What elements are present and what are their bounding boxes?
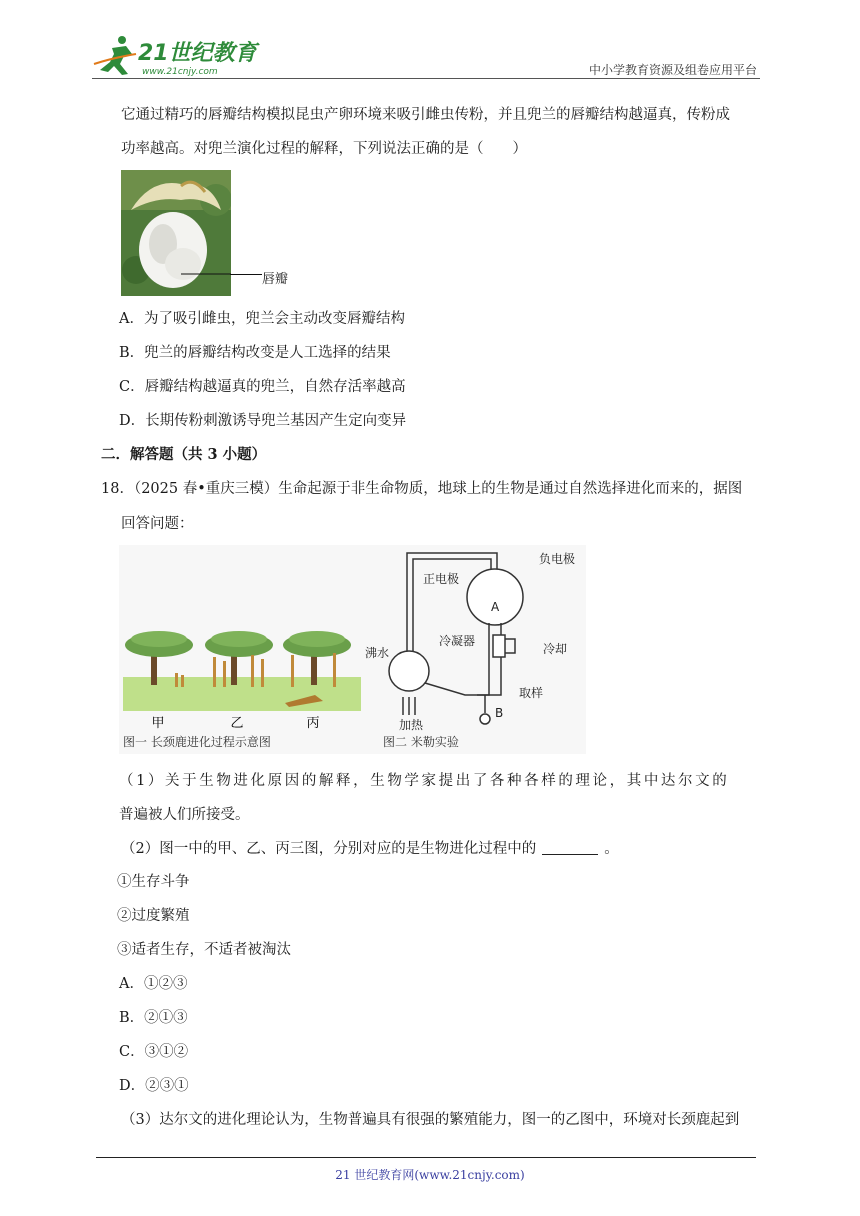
svg-text:21世纪教育: 21世纪教育 <box>138 41 257 66</box>
q18-sub1-line2: 普遍被人们所接受。 <box>119 807 250 823</box>
svg-text:正电极: 正电极 <box>423 572 460 586</box>
evolution-figure <box>119 545 586 754</box>
q18-sub3-line1: （3）达尔文的进化理论认为，生物普遍具有很强的繁殖能力，图一的乙图中，环境对长颈鹿起到 <box>121 1112 740 1128</box>
svg-text:图一 长颈鹿进化过程示意图: 图一 长颈鹿进化过程示意图 <box>123 735 271 749</box>
q17-stem-line1: 它通过精巧的唇瓣结构模拟昆虫产卵环境来吸引雌虫传粉，并且兜兰的唇瓣结构越逼真，传粉成 <box>121 107 730 123</box>
site-logo <box>92 34 262 78</box>
orchid-photo <box>121 170 231 296</box>
q18-stem-line2: 回答问题： <box>121 516 194 532</box>
lip-petal-label: 唇瓣 <box>262 272 289 287</box>
q18-choice-b: B．②①③ <box>119 1010 188 1026</box>
svg-text:甲: 甲 <box>151 716 165 731</box>
header-divider <box>92 78 760 79</box>
svg-text:沸水: 沸水 <box>365 646 390 660</box>
q18-item-2: ②过度繁殖 <box>117 908 190 924</box>
svg-text:负电极: 负电极 <box>539 552 576 566</box>
svg-text:A: A <box>491 600 500 614</box>
q17-option-b: B．兜兰的唇瓣结构改变是人工选择的结果 <box>119 345 391 361</box>
svg-text:取样: 取样 <box>519 686 544 700</box>
svg-text:冷却: 冷却 <box>543 642 568 656</box>
q18-sub1-line1: （1）关于生物进化原因的解释，生物学家提出了各种各样的理论，其中达尔文的 <box>119 773 730 789</box>
svg-text:乙: 乙 <box>230 716 244 731</box>
q17-option-d: D．长期传粉刺激诱导兜兰基因产生定向变异 <box>119 413 407 429</box>
svg-text:图二 米勒实验: 图二 米勒实验 <box>383 735 459 749</box>
q17-option-a: A．为了吸引雌虫，兜兰会主动改变唇瓣结构 <box>119 311 405 327</box>
footer-divider <box>96 1157 756 1158</box>
svg-text:冷凝器: 冷凝器 <box>439 634 476 648</box>
q17-option-c: C．唇瓣结构越逼真的兜兰，自然存活率越高 <box>119 379 406 395</box>
svg-text:www.21cnjy.com: www.21cnjy.com <box>142 67 218 77</box>
q18-sub2-text: （2）图一中的甲、乙、丙三图，分别对应的是生物进化过程中的 <box>121 841 537 857</box>
svg-text:丙: 丙 <box>306 716 320 731</box>
q18-choice-a: A．①②③ <box>119 976 188 992</box>
runner-icon <box>94 36 136 75</box>
footer-text: 21 世纪教育网(www.21cnjy.com) <box>335 1168 525 1182</box>
q18-sub2 <box>121 839 619 859</box>
q18-choice-c: C．③①② <box>119 1044 189 1060</box>
header-platform-text: 中小学教育资源及组卷应用平台 <box>588 63 757 77</box>
q18-sub2-end: 。 <box>604 841 619 857</box>
q18-item-1: ①生存斗争 <box>117 874 190 890</box>
q18-item-3: ③适者生存，不适者被淘汰 <box>117 942 291 958</box>
q18-stem-line1: 18．（2025 春•重庆三模）生命起源于非生命物质，地球上的生物是通过自然选择进化而来的，据图 <box>101 481 743 497</box>
svg-text:B: B <box>495 706 504 720</box>
q18-choice-d: D．②③① <box>119 1078 189 1094</box>
answer-blank[interactable] <box>542 840 598 855</box>
q17-stem-line2: 功率越高。对兜兰演化过程的解释，下列说法正确的是（ ） <box>121 141 527 157</box>
section-title: 二．解答题（共 3 小题） <box>101 446 267 463</box>
lip-petal-pointer <box>230 274 262 275</box>
svg-text:加热: 加热 <box>399 718 424 732</box>
